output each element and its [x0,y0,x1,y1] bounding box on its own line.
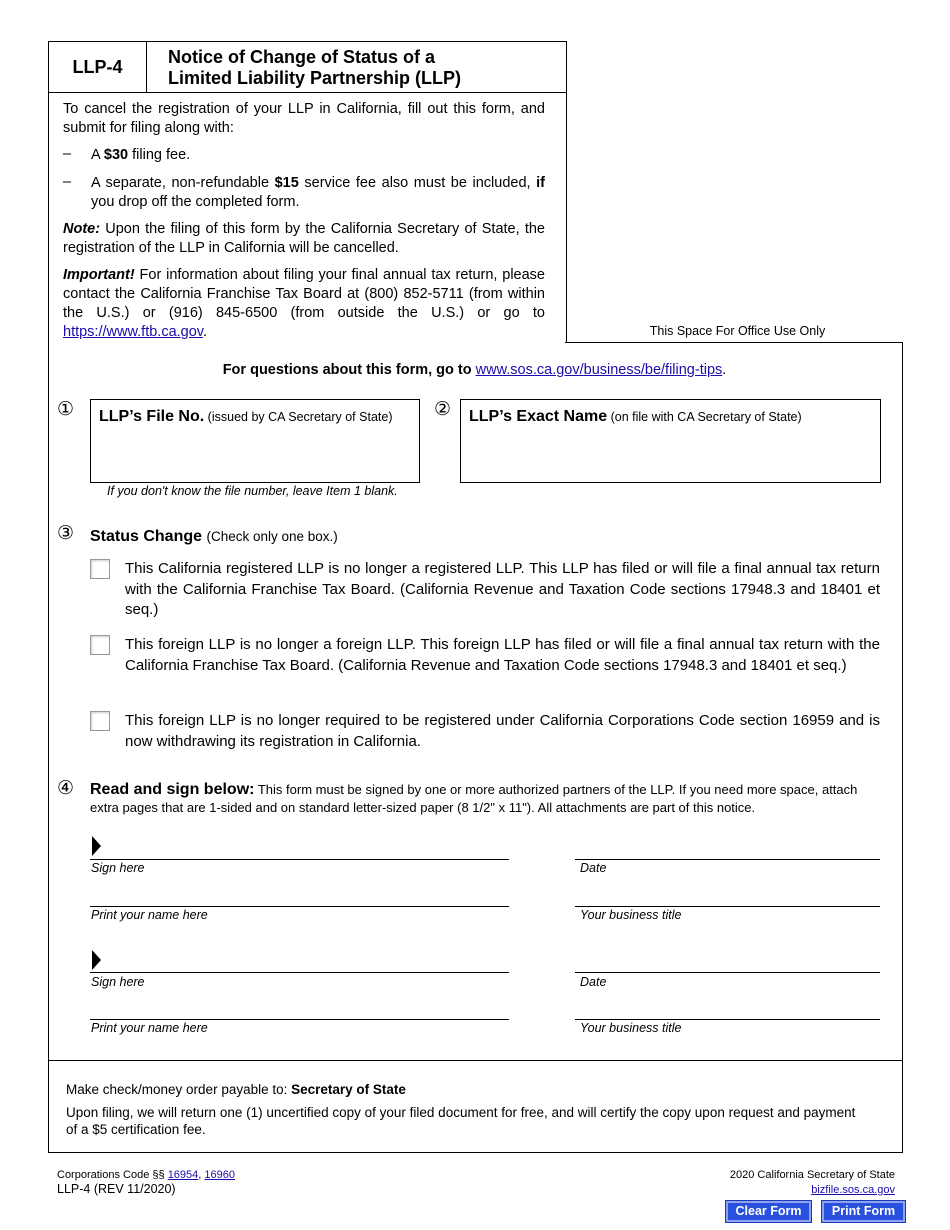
print-name-label: Print your name here [91,1021,208,1035]
date-line-1[interactable] [575,859,880,860]
note: Note: Upon the filing of this form by the California Secretary of State, the registration of the LLP in California will be cancelled. [63,221,545,256]
item3-number: ③ [57,522,75,544]
code-16960-link[interactable]: 16960 [204,1169,235,1181]
status-checkbox-registered-llp[interactable] [90,559,110,579]
date-label: Date [580,861,607,875]
date-label: Date [580,975,607,989]
ftb-link[interactable]: https://www.ftb.ca.gov [63,324,203,340]
section-divider [48,1060,902,1061]
sign-here-label: Sign here [91,975,145,989]
office-use-label: This Space For Office Use Only [649,324,826,338]
date-line-2[interactable] [575,972,880,973]
read-and-sign-text: Read and sign below: This form must be signed by one or more authorized partners of the LLP. If you need more space, attach extra pages that are 1-sided and on standard letter-sized paper (8 1/2" x 11"). All attachments are part of this notice. [90,781,858,815]
questions-line: For questions about this form, go to www.sos.ca.gov/business/be/filing-tips. [222,362,727,378]
bizfile-link[interactable]: bizfile.sos.ca.gov [811,1184,895,1196]
clear-form-button[interactable]: Clear Form [726,1201,811,1222]
bullet-service-fee: – A separate, non-refundable $15 service fee also must be included, if you drop off the completed form. [63,174,545,210]
sign-arrow-icon [92,950,101,970]
form-revision: LLP-4 (REV 11/2020) [57,1182,176,1196]
signature-line-1[interactable] [90,859,509,860]
exact-name-label: LLP’s Exact Name [469,408,608,425]
form-title: Notice of Change of Status of a Limited Liability Partnership (LLP) [168,47,462,88]
important-note: Important! For information about filing your final annual tax return, please contact the California Franchise Tax Board at (800) 852-5711 (from within the U.S.) or (916) 845-6500 (from outside the U.S.) or go to https://www.ftb.ca.gov. [63,267,545,340]
code-16954-link[interactable]: 16954 [167,1169,199,1181]
file-number-field[interactable]: LLP’s File No. (issued by CA Secretary of State) [90,399,420,483]
business-title-line-2[interactable] [575,1019,880,1020]
status-option-foreign-llp: This foreign LLP is no longer a foreign LLP. This foreign LLP has filed or will file a final annual tax return with the California Franchise Tax Board. (California Revenue and Taxation Code sections 17948.3 and 18401 et seq.) [125,636,880,674]
sign-arrow-icon [92,836,101,856]
return-copy-text: Upon filing, we will return one (1) uncertified copy of your filed document for free, and will certify the copy upon request and payment of a $5 certification fee. [66,1105,856,1137]
file-number-label: LLP’s File No. [99,408,205,425]
bullet-filing-fee: – A $30 filing fee. [63,146,191,163]
footer-right [640,1168,895,1198]
item4-number: ④ [57,777,75,799]
signature-line-2[interactable] [90,972,509,973]
status-option-withdrawing: This foreign LLP is no longer required to be registered under California Corporations Code section 16959 and is now withdrawing its registration in California. [125,712,880,750]
print-name-label: Print your name here [91,908,208,922]
print-name-line-2[interactable] [90,1019,509,1020]
payable-to: Make check/money order payable to: Secretary of State [66,1082,406,1097]
form-header [48,41,567,93]
footer-left: Corporations Code §§ 16954, 16960 LLP-4 (REV 11/2020) [57,1169,235,1196]
item2-number: ② [434,398,452,420]
filing-tips-link[interactable]: www.sos.ca.gov/business/be/filing-tips [475,362,723,378]
status-checkbox-foreign-llp[interactable] [90,635,110,655]
instructions-panel [48,92,567,342]
sign-here-label: Sign here [91,861,145,875]
form-code: LLP-4 [49,42,147,92]
status-checkbox-withdrawing[interactable] [90,711,110,731]
status-change-heading: Status Change (Check only one box.) [90,528,338,545]
file-number-hint: If you don't know the file number, leave Item 1 blank. [107,484,398,498]
business-title-label: Your business title [580,908,682,922]
print-name-line-1[interactable] [90,906,509,907]
copyright: 2020 California Secretary of State [729,1169,895,1181]
status-option-registered-llp: This California registered LLP is no longer a registered LLP. This LLP has filed or will file a final annual tax return with the California Franchise Tax Board. (California Revenue and Taxation Code sections 17948.3 and 18401 et seq.) [125,560,880,618]
business-title-line-1[interactable] [575,906,880,907]
item1-number: ① [57,398,75,420]
instructions-intro: To cancel the registration of your LLP in California, fill out this form, and submit for filing along with: [63,101,545,136]
exact-name-field[interactable]: LLP’s Exact Name (on file with CA Secretary of State) [460,399,881,483]
print-form-button[interactable]: Print Form [822,1201,905,1222]
business-title-label: Your business title [580,1021,682,1035]
